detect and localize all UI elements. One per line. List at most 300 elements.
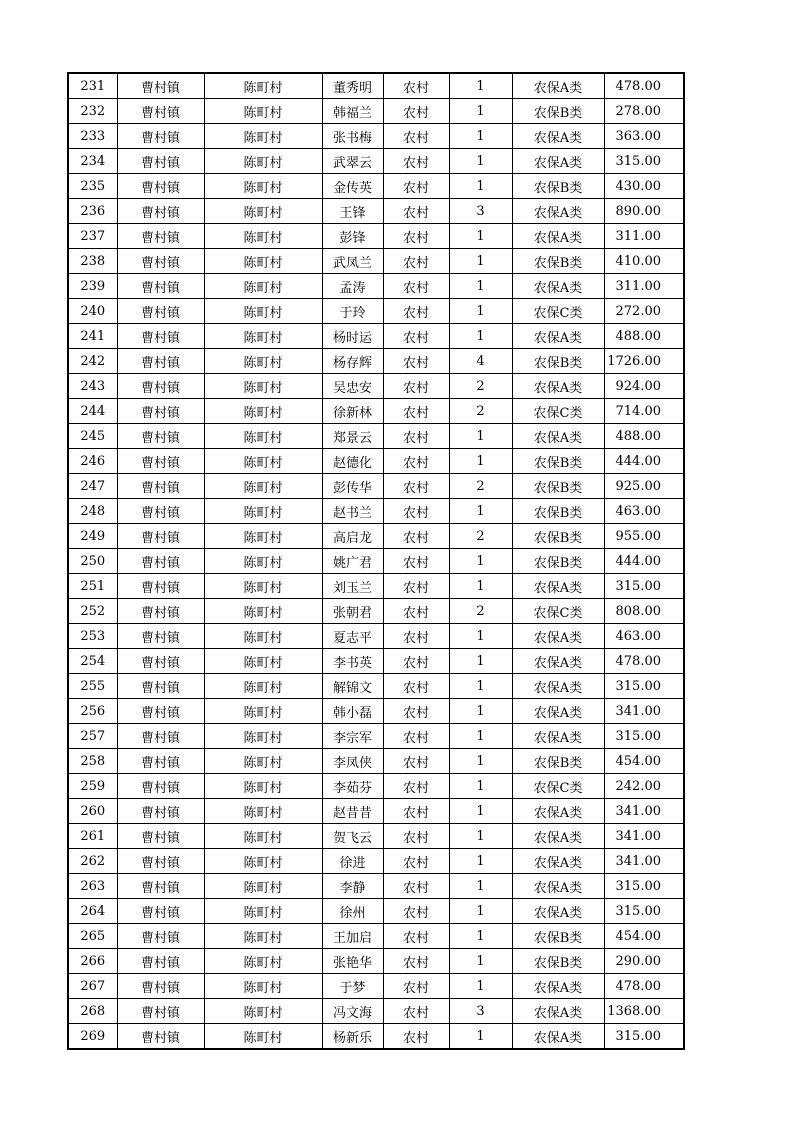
table-row — [68, 299, 684, 324]
cell-amount: 430.00 — [604, 174, 684, 199]
cell-town: 曹村镇 — [117, 624, 204, 649]
cell-category: 农保A类 — [512, 274, 604, 299]
cell-village: 陈町村 — [204, 924, 322, 949]
cell-category: 农保A类 — [512, 999, 604, 1024]
cell-seq: 248 — [68, 499, 117, 524]
cell-count: 1 — [449, 274, 512, 299]
cell-category: 农保A类 — [512, 799, 604, 824]
cell-category: 农保B类 — [512, 449, 604, 474]
cell-category: 农保A类 — [512, 324, 604, 349]
cell-type: 农村 — [383, 149, 449, 174]
cell-seq: 239 — [68, 274, 117, 299]
table-row — [68, 124, 684, 149]
cell-category: 农保A类 — [512, 574, 604, 599]
cell-type: 农村 — [383, 924, 449, 949]
cell-name: 张书梅 — [322, 124, 383, 149]
cell-name: 武凤兰 — [322, 249, 383, 274]
table-row — [68, 349, 684, 374]
cell-category: 农保B类 — [512, 924, 604, 949]
cell-town: 曹村镇 — [117, 399, 204, 424]
cell-amount: 315.00 — [604, 724, 684, 749]
cell-type: 农村 — [383, 199, 449, 224]
cell-seq: 264 — [68, 899, 117, 924]
cell-category: 农保A类 — [512, 674, 604, 699]
cell-village: 陈町村 — [204, 674, 322, 699]
cell-town: 曹村镇 — [117, 599, 204, 624]
cell-category: 农保B类 — [512, 249, 604, 274]
cell-type: 农村 — [383, 449, 449, 474]
cell-amount: 478.00 — [604, 974, 684, 999]
cell-seq: 250 — [68, 549, 117, 574]
cell-seq: 253 — [68, 624, 117, 649]
cell-name: 于玲 — [322, 299, 383, 324]
table-row — [68, 449, 684, 474]
cell-village: 陈町村 — [204, 774, 322, 799]
cell-type: 农村 — [383, 474, 449, 499]
cell-name: 徐新林 — [322, 399, 383, 424]
cell-type: 农村 — [383, 349, 449, 374]
cell-amount: 924.00 — [604, 374, 684, 399]
table-row — [68, 73, 684, 99]
cell-seq: 245 — [68, 424, 117, 449]
cell-town: 曹村镇 — [117, 474, 204, 499]
cell-village: 陈町村 — [204, 149, 322, 174]
table-row — [68, 824, 684, 849]
table-row — [68, 524, 684, 549]
cell-seq: 246 — [68, 449, 117, 474]
cell-village: 陈町村 — [204, 99, 322, 124]
cell-town: 曹村镇 — [117, 99, 204, 124]
cell-town: 曹村镇 — [117, 199, 204, 224]
cell-seq: 263 — [68, 874, 117, 899]
cell-count: 1 — [449, 699, 512, 724]
cell-name: 彭锋 — [322, 224, 383, 249]
cell-name: 武翠云 — [322, 149, 383, 174]
allowance-table — [67, 72, 685, 1050]
cell-category: 农保C类 — [512, 399, 604, 424]
cell-village: 陈町村 — [204, 999, 322, 1024]
cell-seq: 243 — [68, 374, 117, 399]
cell-amount: 463.00 — [604, 499, 684, 524]
cell-type: 农村 — [383, 549, 449, 574]
cell-amount: 311.00 — [604, 274, 684, 299]
cell-count: 1 — [449, 849, 512, 874]
cell-category: 农保C类 — [512, 599, 604, 624]
cell-type: 农村 — [383, 1024, 449, 1050]
cell-amount: 341.00 — [604, 699, 684, 724]
table-row — [68, 699, 684, 724]
cell-category: 农保A类 — [512, 699, 604, 724]
cell-count: 1 — [449, 974, 512, 999]
cell-seq: 259 — [68, 774, 117, 799]
cell-name: 李书英 — [322, 649, 383, 674]
cell-seq: 255 — [68, 674, 117, 699]
cell-town: 曹村镇 — [117, 149, 204, 174]
table-row — [68, 874, 684, 899]
cell-amount: 290.00 — [604, 949, 684, 974]
cell-village: 陈町村 — [204, 73, 322, 99]
cell-village: 陈町村 — [204, 199, 322, 224]
cell-village: 陈町村 — [204, 124, 322, 149]
cell-count: 1 — [449, 549, 512, 574]
table-row — [68, 624, 684, 649]
cell-town: 曹村镇 — [117, 299, 204, 324]
cell-seq: 269 — [68, 1024, 117, 1050]
cell-type: 农村 — [383, 524, 449, 549]
cell-name: 孟涛 — [322, 274, 383, 299]
cell-type: 农村 — [383, 274, 449, 299]
cell-name: 杨存辉 — [322, 349, 383, 374]
cell-village: 陈町村 — [204, 374, 322, 399]
cell-category: 农保A类 — [512, 649, 604, 674]
cell-count: 1 — [449, 249, 512, 274]
cell-amount: 278.00 — [604, 99, 684, 124]
cell-amount: 315.00 — [604, 874, 684, 899]
cell-village: 陈町村 — [204, 799, 322, 824]
cell-name: 王锋 — [322, 199, 383, 224]
cell-amount: 1726.00 — [604, 349, 684, 374]
table-row — [68, 549, 684, 574]
cell-count: 1 — [449, 574, 512, 599]
cell-type: 农村 — [383, 674, 449, 699]
cell-amount: 315.00 — [604, 1024, 684, 1050]
cell-seq: 242 — [68, 349, 117, 374]
cell-type: 农村 — [383, 949, 449, 974]
cell-seq: 268 — [68, 999, 117, 1024]
cell-town: 曹村镇 — [117, 249, 204, 274]
cell-town: 曹村镇 — [117, 774, 204, 799]
table-row — [68, 674, 684, 699]
cell-amount: 341.00 — [604, 824, 684, 849]
cell-name: 郑景云 — [322, 424, 383, 449]
cell-seq: 236 — [68, 199, 117, 224]
cell-village: 陈町村 — [204, 449, 322, 474]
cell-amount: 341.00 — [604, 849, 684, 874]
cell-amount: 488.00 — [604, 424, 684, 449]
table-row — [68, 574, 684, 599]
cell-count: 4 — [449, 349, 512, 374]
cell-count: 1 — [449, 724, 512, 749]
cell-category: 农保A类 — [512, 874, 604, 899]
cell-name: 赵书兰 — [322, 499, 383, 524]
cell-count: 1 — [449, 174, 512, 199]
cell-type: 农村 — [383, 599, 449, 624]
cell-village: 陈町村 — [204, 424, 322, 449]
cell-type: 农村 — [383, 974, 449, 999]
cell-village: 陈町村 — [204, 899, 322, 924]
cell-town: 曹村镇 — [117, 449, 204, 474]
cell-category: 农保A类 — [512, 624, 604, 649]
cell-count: 2 — [449, 374, 512, 399]
cell-name: 金传英 — [322, 174, 383, 199]
cell-category: 农保B类 — [512, 99, 604, 124]
cell-count: 1 — [449, 749, 512, 774]
cell-type: 农村 — [383, 649, 449, 674]
table-row — [68, 199, 684, 224]
cell-type: 农村 — [383, 849, 449, 874]
cell-amount: 315.00 — [604, 674, 684, 699]
cell-village: 陈町村 — [204, 249, 322, 274]
cell-type: 农村 — [383, 499, 449, 524]
cell-amount: 315.00 — [604, 899, 684, 924]
cell-count: 1 — [449, 774, 512, 799]
cell-amount: 463.00 — [604, 624, 684, 649]
cell-count: 1 — [449, 824, 512, 849]
cell-category: 农保A类 — [512, 849, 604, 874]
cell-category: 农保A类 — [512, 199, 604, 224]
cell-seq: 233 — [68, 124, 117, 149]
table-row — [68, 899, 684, 924]
cell-village: 陈町村 — [204, 1024, 322, 1050]
cell-seq: 267 — [68, 974, 117, 999]
cell-name: 李茹芬 — [322, 774, 383, 799]
cell-village: 陈町村 — [204, 499, 322, 524]
cell-name: 姚广君 — [322, 549, 383, 574]
cell-type: 农村 — [383, 424, 449, 449]
cell-count: 1 — [449, 299, 512, 324]
cell-amount: 363.00 — [604, 124, 684, 149]
cell-amount: 444.00 — [604, 449, 684, 474]
cell-town: 曹村镇 — [117, 574, 204, 599]
cell-name: 赵德化 — [322, 449, 383, 474]
cell-seq: 254 — [68, 649, 117, 674]
cell-name: 徐进 — [322, 849, 383, 874]
cell-count: 1 — [449, 99, 512, 124]
cell-category: 农保A类 — [512, 73, 604, 99]
table-row — [68, 774, 684, 799]
cell-category: 农保A类 — [512, 374, 604, 399]
cell-category: 农保B类 — [512, 349, 604, 374]
cell-amount: 1368.00 — [604, 999, 684, 1024]
cell-town: 曹村镇 — [117, 524, 204, 549]
cell-seq: 237 — [68, 224, 117, 249]
cell-village: 陈町村 — [204, 874, 322, 899]
cell-village: 陈町村 — [204, 524, 322, 549]
cell-seq: 252 — [68, 599, 117, 624]
cell-village: 陈町村 — [204, 549, 322, 574]
cell-name: 韩福兰 — [322, 99, 383, 124]
cell-type: 农村 — [383, 249, 449, 274]
cell-seq: 251 — [68, 574, 117, 599]
cell-count: 1 — [449, 424, 512, 449]
cell-seq: 235 — [68, 174, 117, 199]
cell-town: 曹村镇 — [117, 924, 204, 949]
cell-amount: 315.00 — [604, 574, 684, 599]
cell-amount: 454.00 — [604, 924, 684, 949]
table-row — [68, 799, 684, 824]
cell-type: 农村 — [383, 574, 449, 599]
cell-town: 曹村镇 — [117, 749, 204, 774]
cell-village: 陈町村 — [204, 699, 322, 724]
cell-town: 曹村镇 — [117, 349, 204, 374]
cell-amount: 341.00 — [604, 799, 684, 824]
cell-seq: 262 — [68, 849, 117, 874]
cell-amount: 955.00 — [604, 524, 684, 549]
cell-village: 陈町村 — [204, 749, 322, 774]
cell-category: 农保A类 — [512, 224, 604, 249]
cell-village: 陈町村 — [204, 599, 322, 624]
cell-seq: 231 — [68, 73, 117, 99]
cell-town: 曹村镇 — [117, 324, 204, 349]
cell-category: 农保B类 — [512, 749, 604, 774]
cell-town: 曹村镇 — [117, 674, 204, 699]
cell-town: 曹村镇 — [117, 649, 204, 674]
cell-seq: 241 — [68, 324, 117, 349]
cell-town: 曹村镇 — [117, 124, 204, 149]
cell-name: 杨新乐 — [322, 1024, 383, 1050]
cell-town: 曹村镇 — [117, 374, 204, 399]
table-row — [68, 499, 684, 524]
cell-type: 农村 — [383, 624, 449, 649]
cell-amount: 311.00 — [604, 224, 684, 249]
cell-type: 农村 — [383, 299, 449, 324]
cell-village: 陈町村 — [204, 624, 322, 649]
cell-count: 1 — [449, 649, 512, 674]
table-row — [68, 149, 684, 174]
cell-count: 1 — [449, 899, 512, 924]
cell-category: 农保B类 — [512, 549, 604, 574]
cell-name: 韩小磊 — [322, 699, 383, 724]
cell-town: 曹村镇 — [117, 499, 204, 524]
cell-category: 农保B类 — [512, 949, 604, 974]
table-row — [68, 324, 684, 349]
cell-village: 陈町村 — [204, 174, 322, 199]
cell-village: 陈町村 — [204, 724, 322, 749]
table-row — [68, 374, 684, 399]
cell-village: 陈町村 — [204, 399, 322, 424]
cell-category: 农保B类 — [512, 499, 604, 524]
cell-type: 农村 — [383, 124, 449, 149]
cell-amount: 444.00 — [604, 549, 684, 574]
cell-count: 1 — [449, 149, 512, 174]
cell-amount: 272.00 — [604, 299, 684, 324]
cell-name: 于梦 — [322, 974, 383, 999]
cell-name: 李静 — [322, 874, 383, 899]
cell-town: 曹村镇 — [117, 849, 204, 874]
cell-type: 农村 — [383, 699, 449, 724]
cell-type: 农村 — [383, 824, 449, 849]
table-row — [68, 224, 684, 249]
cell-amount: 410.00 — [604, 249, 684, 274]
cell-count: 1 — [449, 324, 512, 349]
cell-category: 农保C类 — [512, 774, 604, 799]
table-row — [68, 99, 684, 124]
cell-town: 曹村镇 — [117, 799, 204, 824]
cell-village: 陈町村 — [204, 949, 322, 974]
table-row — [68, 174, 684, 199]
cell-count: 2 — [449, 399, 512, 424]
cell-count: 1 — [449, 499, 512, 524]
cell-amount: 808.00 — [604, 599, 684, 624]
cell-type: 农村 — [383, 224, 449, 249]
cell-amount: 925.00 — [604, 474, 684, 499]
table-row — [68, 474, 684, 499]
cell-category: 农保A类 — [512, 824, 604, 849]
table-row — [68, 274, 684, 299]
cell-amount: 454.00 — [604, 749, 684, 774]
cell-town: 曹村镇 — [117, 999, 204, 1024]
cell-town: 曹村镇 — [117, 424, 204, 449]
cell-town: 曹村镇 — [117, 949, 204, 974]
table-row — [68, 399, 684, 424]
cell-town: 曹村镇 — [117, 824, 204, 849]
table-row — [68, 999, 684, 1024]
cell-name: 彭传华 — [322, 474, 383, 499]
cell-amount: 478.00 — [604, 649, 684, 674]
cell-category: 农保A类 — [512, 424, 604, 449]
cell-category: 农保B类 — [512, 524, 604, 549]
cell-category: 农保A类 — [512, 724, 604, 749]
cell-category: 农保A类 — [512, 124, 604, 149]
cell-count: 1 — [449, 674, 512, 699]
cell-type: 农村 — [383, 174, 449, 199]
table-row — [68, 924, 684, 949]
cell-type: 农村 — [383, 374, 449, 399]
cell-village: 陈町村 — [204, 824, 322, 849]
cell-name: 张艳华 — [322, 949, 383, 974]
cell-town: 曹村镇 — [117, 224, 204, 249]
cell-village: 陈町村 — [204, 224, 322, 249]
table-row — [68, 1024, 684, 1050]
cell-name: 张朝君 — [322, 599, 383, 624]
cell-count: 1 — [449, 799, 512, 824]
cell-amount: 890.00 — [604, 199, 684, 224]
cell-seq: 258 — [68, 749, 117, 774]
cell-count: 3 — [449, 199, 512, 224]
cell-town: 曹村镇 — [117, 73, 204, 99]
table-row — [68, 249, 684, 274]
cell-seq: 244 — [68, 399, 117, 424]
table-row — [68, 599, 684, 624]
cell-type: 农村 — [383, 724, 449, 749]
cell-category: 农保B类 — [512, 474, 604, 499]
cell-amount: 478.00 — [604, 73, 684, 99]
cell-name: 冯文海 — [322, 999, 383, 1024]
cell-count: 1 — [449, 73, 512, 99]
cell-name: 徐州 — [322, 899, 383, 924]
cell-village: 陈町村 — [204, 299, 322, 324]
cell-type: 农村 — [383, 73, 449, 99]
table-row — [68, 849, 684, 874]
cell-name: 刘玉兰 — [322, 574, 383, 599]
cell-town: 曹村镇 — [117, 1024, 204, 1050]
cell-count: 1 — [449, 924, 512, 949]
cell-count: 1 — [449, 124, 512, 149]
cell-village: 陈町村 — [204, 324, 322, 349]
cell-village: 陈町村 — [204, 849, 322, 874]
cell-seq: 234 — [68, 149, 117, 174]
cell-seq: 232 — [68, 99, 117, 124]
cell-seq: 261 — [68, 824, 117, 849]
table-row — [68, 424, 684, 449]
cell-name: 解锦文 — [322, 674, 383, 699]
table-row — [68, 749, 684, 774]
cell-seq: 240 — [68, 299, 117, 324]
cell-type: 农村 — [383, 399, 449, 424]
cell-category: 农保A类 — [512, 1024, 604, 1050]
cell-seq: 249 — [68, 524, 117, 549]
cell-seq: 247 — [68, 474, 117, 499]
cell-category: 农保A类 — [512, 899, 604, 924]
cell-village: 陈町村 — [204, 349, 322, 374]
cell-name: 贺飞云 — [322, 824, 383, 849]
cell-category: 农保C类 — [512, 299, 604, 324]
cell-count: 1 — [449, 1024, 512, 1050]
table-row — [68, 949, 684, 974]
cell-village: 陈町村 — [204, 649, 322, 674]
cell-count: 1 — [449, 949, 512, 974]
cell-village: 陈町村 — [204, 974, 322, 999]
